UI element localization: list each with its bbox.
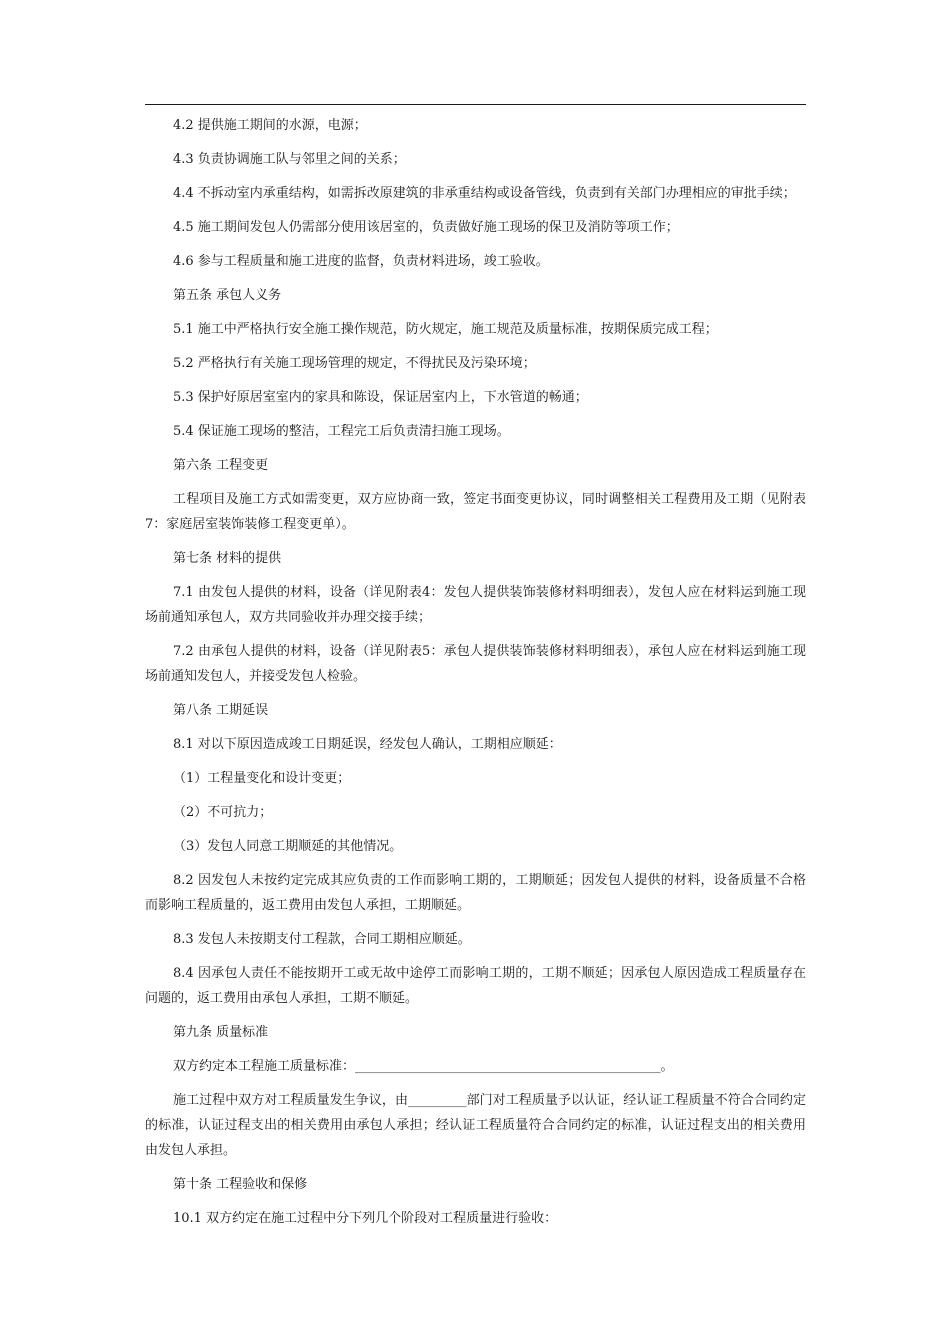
article-6-heading: 第六条 工程变更 — [173, 458, 269, 473]
header-rule — [145, 104, 806, 105]
clause-8-1: 8.1 对以下原因造成竣工日期延误，经发包人确认，工期相应顺延： — [173, 737, 562, 752]
clause-5-3: 5.3 保护好原居室室内的家具和陈设，保证居室内上，下水管道的畅通； — [173, 390, 588, 405]
article-10-heading: 第十条 工程验收和保修 — [173, 1177, 308, 1192]
clause-4-6: 4.6 参与工程质量和施工进度的监督，负责材料进场，竣工验收。 — [173, 254, 549, 269]
article-9-standard: 双方约定本工程施工质量标准：_______________________________________________。 — [173, 1059, 674, 1074]
clause-10-1: 10.1 双方约定在施工过程中分下列几个阶段对工程质量进行验收： — [173, 1211, 558, 1226]
article-8-heading: 第八条 工期延误 — [173, 703, 269, 718]
article-5-heading: 第五条 承包人义务 — [173, 288, 282, 303]
clause-8-1-item-2: （2）不可抗力； — [173, 805, 273, 820]
clause-8-1-item-1: （1）工程量变化和设计变更； — [173, 771, 351, 786]
clause-4-5: 4.5 施工期间发包人仍需部分使用该居室的，负责做好施工现场的保卫及消防等项工作； — [173, 220, 679, 235]
clause-4-3: 4.3 负责协调施工队与邻里之间的关系； — [173, 152, 406, 167]
article-6-body: 工程项目及施工方式如需变更，双方应协商一致，签定书面变更协议，同时调整相关工程费用及工期（见附表7：家庭居室装饰装修工程变更单）。 — [145, 492, 806, 532]
clause-7-1: 7.1 由发包人提供的材料，设备（详见附表4：发包人提供装饰装修材料明细表），发包人应在材料运到施工现场前通知承包人，双方共同验收并办理交接手续； — [145, 585, 806, 625]
clause-7-2: 7.2 由承包人提供的材料，设备（详见附表5：承包人提供装饰装修材料明细表），承包人应在材料运到施工现场前通知发包人，并接受发包人检验。 — [145, 644, 806, 684]
clause-8-3: 8.3 发包人未按期支付工程款，合同工期相应顺延。 — [173, 932, 471, 947]
article-7-heading: 第七条 材料的提供 — [173, 551, 282, 566]
clause-5-4: 5.4 保证施工现场的整洁，工程完工后负责清扫施工现场。 — [173, 424, 510, 439]
clause-5-1: 5.1 施工中严格执行安全施工操作规范，防火规定，施工规范及质量标准，按期保质完成工程； — [173, 322, 718, 337]
clause-8-1-item-3: （3）发包人同意工期顺延的其他情况。 — [173, 839, 403, 854]
clause-8-4: 8.4 因承包人责任不能按期开工或无故中途停工而影响工期的，工期不顺延；因承包人原因造成工程质量存在问题的，返工费用由承包人承担，工期不顺延。 — [145, 966, 806, 1006]
document-body — [145, 113, 806, 1231]
clause-4-4: 4.4 不拆动室内承重结构，如需拆改原建筑的非承重结构或设备管线，负责到有关部门办理相应的审批手续； — [173, 186, 796, 201]
clause-5-2: 5.2 严格执行有关施工现场管理的规定，不得扰民及污染环境； — [173, 356, 536, 371]
article-9-dispute: 施工过程中双方对工程质量发生争议，由_________部门对工程质量予以认证，经认证工程质量不符合合同约定的标准，认证过程支出的相关费用由承包人承担；经认证工程质量符合合同约定的标准，认证过程支出的相关费用由发包人承担。 — [145, 1093, 806, 1158]
clause-4-2: 4.2 提供施工期间的水源，电源； — [173, 118, 367, 133]
clause-8-2: 8.2 因发包人未按约定完成其应负责的工作而影响工期的，工期顺延；因发包人提供的材料，设备质量不合格而影响工程质量的，返工费用由发包人承担，工期顺延。 — [145, 873, 806, 913]
article-9-heading: 第九条 质量标准 — [173, 1025, 269, 1040]
